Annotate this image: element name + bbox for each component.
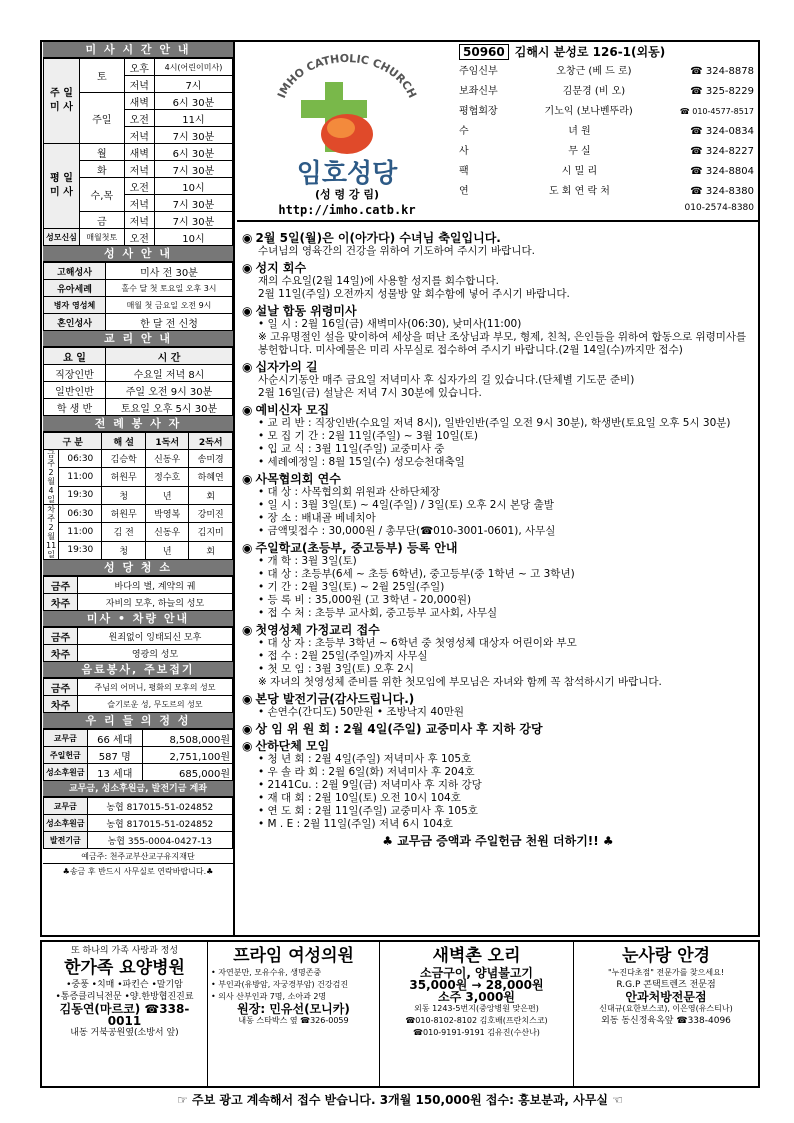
sacrament-time: 한 달 전 신청 — [106, 314, 233, 331]
bullet-icon: ◉ — [242, 304, 253, 318]
cleaning-title: 성 당 청 소 — [43, 560, 233, 576]
notice-line: • 접 수 : 2월 25일(주일)까지 사무실 — [258, 650, 428, 662]
mass-time: 7시 — [154, 76, 232, 93]
sacrament-name: 병자 영성체 — [44, 297, 106, 314]
account-holder: 예금주: 천주교부산교구유지재단 — [43, 849, 233, 864]
week-label: 차주 — [44, 696, 78, 713]
notice-line: • 첫 모 임 : 3월 3일(토) 오후 2시 — [258, 663, 414, 675]
sacrament-table — [43, 262, 233, 331]
finance-amount: 8,508,000원 — [142, 730, 232, 747]
finance-title: 우 리 들 의 정 성 — [43, 713, 233, 729]
ad-line: •통증클리닉전문 •양.한방협진진료 — [55, 992, 194, 1002]
notice-item — [242, 262, 754, 301]
mass-time: 4시(어린이미사) — [154, 59, 232, 76]
notice-line: • 기 간 : 2월 3일(토) ~ 2월 25일(주일) — [258, 581, 445, 593]
weekday-mass-label: 평 일 미 사 — [44, 144, 80, 229]
extra-phone: 010-2574-8380 — [684, 203, 754, 213]
contact-role: 연 — [459, 186, 469, 197]
mass-time-type: 오전 — [124, 229, 154, 246]
weekday: 수,목 — [79, 178, 124, 212]
education-title: 교 리 안 내 — [43, 331, 233, 347]
notice-line: 2월 16일(금) 설날은 저녁 7시 30분에 있습니다. — [258, 387, 482, 399]
bullet-icon: ◉ — [242, 261, 253, 275]
offering-slogan: ♣ 교무금 증액과 주일헌금 천원 더하기!! ♣ — [382, 834, 614, 848]
notice-item — [242, 305, 754, 357]
notice-line: • 재 대 회 : 2월 10일(토) 오전 10시 104호 — [258, 792, 461, 804]
education-table — [43, 347, 233, 416]
week-label: 차주 — [44, 645, 78, 662]
account-type: 발전기금 — [44, 832, 88, 849]
ad-line: 안과처방전문점 — [625, 990, 707, 1004]
ad-line: 외동 동신정육옥앞 ☎338-4096 — [601, 1016, 731, 1026]
altar-time: 19:30 — [59, 486, 102, 504]
notice-item — [242, 473, 754, 538]
ad-line: • 자연분만, 모유수유, 생명존중 — [211, 968, 322, 977]
mass-schedule-title: 미 사 시 간 안 내 — [43, 42, 233, 58]
mass-time: 7시 30분 — [154, 161, 232, 178]
altar-person: 김지미 — [189, 523, 233, 541]
notice-line: • 모 집 기 간 : 2월 11일(주일) ~ 3월 10일(토) — [258, 430, 478, 442]
notice-line: • 연 도 회 : 2월 11일(주일) 교중미사 후 105호 — [258, 805, 478, 817]
notice-line: • 세례예정일 : 8월 15일(수) 성모승천대축일 — [258, 456, 465, 468]
ad-line: 소금구이, 양념불고기 — [419, 966, 534, 980]
contact-role: 평협회장 — [459, 106, 498, 117]
church-url: http://imho.catb.kr — [278, 203, 416, 217]
edu-head-time: 시 간 — [106, 348, 233, 365]
notice-line: 사순시기동안 매주 금요일 저녁미사 후 십자가의 길 있습니다.(단체별 기도문 준비) — [258, 374, 635, 386]
week-label: 금주 — [44, 628, 78, 645]
finance-count: 66 세대 — [87, 730, 142, 747]
mass-schedule-table — [43, 58, 233, 246]
ad-hanfamily-hospital — [42, 942, 208, 1086]
bullet-icon: ◉ — [242, 541, 253, 555]
notice-line: • 장 소 : 배내골 베네치아 — [258, 512, 376, 524]
account-type: 성소후원금 — [44, 815, 88, 832]
contact-name: 오창근 (베 드 로) — [556, 66, 632, 77]
ads-strip — [40, 940, 760, 1088]
altar-person: 청 — [102, 486, 146, 504]
notice-title: 십자가의 길 — [255, 360, 318, 374]
sun-label: 주일 — [79, 93, 124, 144]
ad-title: 새벽촌 오리 — [432, 946, 521, 966]
ad-line: 소주 3,000원 — [438, 990, 515, 1004]
notice-title: 사목협의회 연수 — [255, 472, 341, 486]
notice-item — [242, 723, 754, 736]
weekday: 화 — [79, 161, 124, 178]
altar-person: 정수호 — [145, 468, 189, 486]
ad-duck-restaurant — [380, 942, 574, 1086]
account-table — [43, 797, 233, 849]
contact-row — [459, 122, 758, 142]
edu-class: 일반인반 — [44, 382, 106, 399]
church-logo — [237, 42, 455, 222]
mass-time: 7시 30분 — [154, 195, 232, 212]
edu-time: 수요일 저녁 8시 — [106, 365, 233, 382]
contact-role: 사 — [459, 146, 469, 157]
weekday: 월 — [79, 144, 124, 161]
notice-line: • 손연수(간디도) 50만원 • 조방낙지 40만원 — [258, 706, 464, 718]
driving-title: 미사 • 차량 안내 — [43, 611, 233, 627]
contact-name: 기노익 (보나벤뚜라) — [544, 106, 633, 117]
notice-line: • 대 상 : 사목협의회 위원과 산하단체장 — [258, 486, 440, 498]
sacrament-title: 성 사 안 내 — [43, 246, 233, 262]
account-number: 농협 355-0004-0427-13 — [87, 832, 232, 849]
account-note: ♣송금 후 반드시 사무실로 연락바랍니다.♣ — [62, 867, 214, 876]
sanctified-day: 매월첫토 — [79, 229, 124, 246]
account-type: 교무금 — [44, 798, 88, 815]
ad-line: 내동 거북공원옆(소방서 앞) — [70, 1028, 179, 1038]
notice-title: 2월 5일(월)은 이(아가다) 수녀님 축일입니다. — [255, 231, 501, 245]
notice-line: • 접 수 처 : 초등부 교사회, 중고등부 교사회, 사무실 — [258, 607, 498, 619]
finance-count: 13 세대 — [87, 764, 142, 781]
notice-item — [242, 624, 754, 689]
mass-time-type: 오전 — [124, 178, 154, 195]
mass-time-type: 오후 — [124, 59, 154, 76]
contact-row — [459, 102, 758, 122]
drink-service-table — [43, 678, 233, 713]
altar-servers-title: 전 례 봉 사 자 — [43, 416, 233, 432]
contact-phone: ☎ 324-0834 — [690, 126, 754, 137]
contact-name: 무 실 — [568, 146, 591, 157]
mass-time-type: 저녁 — [124, 195, 154, 212]
ad-eye-glasses — [574, 942, 758, 1086]
finance-amount: 685,000원 — [142, 764, 232, 781]
mass-time: 6시 30분 — [154, 144, 232, 161]
edu-class: 직장인반 — [44, 365, 106, 382]
notice-item — [242, 542, 754, 620]
contact-role: 팩 — [459, 166, 469, 177]
finance-item: 주일헌금 — [44, 747, 88, 764]
contact-name: 녀 원 — [568, 126, 591, 137]
notice-line: 수녀님의 영육간의 건강을 위하여 기도하여 주시기 바랍니다. — [258, 245, 535, 257]
contact-row — [459, 162, 758, 182]
notice-item — [242, 404, 754, 469]
notice-title: 상 임 위 원 회 : 2월 4일(주일) 교중미사 후 지하 강당 — [255, 722, 543, 736]
logo-name: 임호성당 — [296, 159, 398, 189]
week-label: 금주 — [44, 679, 78, 696]
contact-list — [459, 42, 758, 214]
contact-role: 주임신부 — [459, 66, 498, 77]
contact-row — [459, 82, 758, 102]
notice-line: • 청 년 회 : 2월 4일(주일) 저녁미사 후 105호 — [258, 753, 472, 765]
altar-person: 강미진 — [189, 505, 233, 523]
notice-title: 성지 회수 — [255, 261, 307, 275]
contact-phone: ☎ 010-4577-8517 — [679, 107, 754, 116]
weekday: 금 — [79, 212, 124, 229]
finance-amount: 2,751,100원 — [142, 747, 232, 764]
altar-person: 신동우 — [145, 523, 189, 541]
notice-line: • 개 학 : 3월 3일(토) — [258, 555, 357, 567]
bullet-icon: ◉ — [242, 472, 253, 486]
altar-person: 년 — [145, 486, 189, 504]
contact-phone: ☎ 324-8804 — [690, 166, 754, 177]
mass-time: 11시 — [154, 110, 232, 127]
extra-phone-row — [459, 202, 758, 214]
contact-phone: ☎ 324-8380 — [690, 186, 754, 197]
ad-line: 원장: 민유선(모니카) — [237, 1002, 350, 1016]
notice-line: • 2141Cu. : 2월 9일(금) 저녁미사 후 지하 강당 — [258, 779, 482, 791]
postal-code: 50960 — [459, 44, 509, 60]
contact-row — [459, 142, 758, 162]
mass-time-type: 저녁 — [124, 161, 154, 178]
mass-time: 10시 — [154, 229, 232, 246]
contact-role: 수 — [459, 126, 469, 137]
sat-label: 토 — [79, 59, 124, 93]
bullet-icon: ◉ — [242, 360, 253, 374]
mass-time: 10시 — [154, 178, 232, 195]
ad-line: 외동 1243-5번지(중앙병원 맞은편) — [414, 1004, 539, 1013]
notice-line: 재의 수요일(2월 14일)에 사용할 성지를 회수합니다. — [258, 275, 499, 287]
contact-phone: ☎ 324-8227 — [690, 146, 754, 157]
cleaning-table — [43, 576, 233, 611]
altar-person: 신동우 — [145, 450, 189, 468]
altar-head: 2독서 — [189, 433, 233, 450]
notice-line: • M . E : 2월 11일(주일) 저녁 6시 104호 — [258, 818, 453, 830]
sacrament-name: 유아세례 — [44, 280, 106, 297]
ad-prime-clinic — [208, 942, 380, 1086]
altar-group-label: 금주 2월4일 — [44, 450, 59, 505]
altar-person: 회 — [189, 541, 233, 559]
bullet-icon: ◉ — [242, 623, 253, 637]
ad-tagline: 또 하나의 가족 사랑과 정성 — [70, 946, 179, 956]
ad-line: ☎010-9191-9191 김유진(수산나) — [413, 1028, 540, 1037]
ad-line: 김동연(마르코) ☎338-0011 — [59, 1002, 190, 1028]
altar-person: 허원무 — [102, 505, 146, 523]
left-column — [43, 42, 235, 935]
header — [237, 42, 758, 222]
ad-line: 내동 스타박스 옆 ☎326-0059 — [238, 1016, 349, 1025]
mass-time: 7시 30분 — [154, 127, 232, 144]
svg-text:IMHO CATHOLIC CHURCH — [275, 52, 419, 100]
altar-head: 1독서 — [145, 433, 189, 450]
sacrament-time: 매월 첫 금요일 오전 9시 — [106, 297, 233, 314]
contact-row — [459, 62, 758, 82]
ad-line: "누진다초점" 전문가를 찾으세요! — [607, 968, 725, 977]
account-number: 농협 817015-51-024852 — [87, 798, 232, 815]
altar-person: 송미경 — [189, 450, 233, 468]
ad-line: •중풍 •치매 •파킨슨 •말기암 — [66, 980, 183, 990]
altar-time: 11:00 — [59, 468, 102, 486]
notice-line: ※ 고유명절인 설을 맞이하여 세상을 떠난 조상님과 부모, 형제, 친척, 은인들을 위하여 합동으로 위령미사를 봉헌합니다. 미사예물은 미리 사무실로 접수하여 주시기 바랍니다.(2월 14일(수)까지만 접수) — [258, 331, 747, 356]
altar-time: 19:30 — [59, 541, 102, 559]
ad-recruit-footer: ☞ 주보 광고 계속해서 접수 받습니다. 3개월 150,000원 접수: 홍보분과, 사무실 ☜ — [177, 1093, 623, 1107]
notice-item — [242, 361, 754, 400]
contact-phone: ☎ 324-8878 — [690, 66, 754, 77]
address-row — [459, 42, 758, 62]
notice-line: • 금액및접수 : 30,000원 / 총무단(☎010-3001-0601), 사무실 — [258, 525, 556, 537]
ad-title: 눈사랑 안경 — [621, 946, 711, 966]
ad-line: • 의사 산부인과 7명, 소아과 2명 — [211, 992, 327, 1001]
mass-time-type: 저녁 — [124, 212, 154, 229]
ad-line: • 부인과(유방암, 자궁경부암) 건강검진 — [211, 980, 349, 989]
notice-line: • 대 상 자 : 초등부 3학년 ~ 6학년 중 첫영성체 대상자 어린이와 부모 — [258, 637, 577, 649]
contact-name: 도 회 연 락 처 — [548, 186, 610, 197]
ad-title: 프라임 여성의원 — [233, 946, 354, 966]
notice-line: • 교 리 반 : 직장인반(수요일 저녁 8시), 일반인반(주일 오전 9시 30분), 학생반(토요일 오후 5시 30분) — [258, 417, 731, 429]
notice-title: 산하단체 모임 — [255, 739, 330, 753]
altar-person: 김 전 — [102, 523, 146, 541]
altar-person: 회 — [189, 486, 233, 504]
sacrament-name: 혼인성사 — [44, 314, 106, 331]
bullet-icon: ◉ — [242, 722, 253, 736]
team-name: 영광의 성모 — [78, 645, 233, 662]
notice-item — [242, 693, 754, 719]
account-title: 교무금, 성소후원금, 발전기금 계좌 — [43, 781, 233, 797]
notice-line: • 등 록 비 : 35,000원 (고 3학년 - 20,000원) — [258, 594, 472, 606]
notice-line: • 일 시 : 2월 16일(금) 새벽미사(06:30), 낮미사(11:00) — [258, 318, 522, 330]
altar-head: 구 분 — [44, 433, 102, 450]
contact-name: 김문경 (비 오) — [562, 86, 626, 97]
notice-title: 예비신자 모집 — [255, 403, 330, 417]
notice-line: ※ 자녀의 첫영성체 준비를 위한 첫모임에 부모님은 자녀와 함께 꼭 참석하시기 바랍니다. — [258, 676, 662, 688]
altar-person: 김승학 — [102, 450, 146, 468]
sacrament-time: 미사 전 30분 — [106, 263, 233, 280]
driving-table — [43, 627, 233, 662]
edu-head-day: 요 일 — [44, 348, 106, 365]
notice-title: 설날 합동 위령미사 — [255, 304, 357, 318]
contact-role: 보좌신부 — [459, 86, 498, 97]
team-name: 자비의 모후, 하늘의 성모 — [78, 594, 233, 611]
week-label: 차주 — [44, 594, 78, 611]
notice-line: • 일 시 : 3월 3일(토) ~ 4일(주일) / 3일(토) 오후 2시 본당 출발 — [258, 499, 554, 511]
edu-time: 토요일 오후 5시 30분 — [106, 399, 233, 416]
notice-line: • 대 상 : 초등부(6세 ~ 초등 6학년), 중고등부(중 1학년 ~ 고 3학년) — [258, 568, 575, 580]
notice-line: • 우 솔 라 회 : 2월 6일(화) 저녁미사 후 204호 — [258, 766, 475, 778]
finance-table — [43, 729, 233, 781]
bullet-icon: ◉ — [242, 231, 253, 245]
mass-time-type: 새벽 — [124, 144, 154, 161]
logo-sub: (성 령 강 림) — [314, 188, 380, 201]
ad-line: R.G.P 콘택트렌즈 전문점 — [616, 980, 716, 990]
ad-line: 35,000원 → 28,000원 — [409, 978, 544, 992]
notice-line: 2월 11일(주일) 오전까지 성물방 앞 회수함에 넣어 주시기 바랍니다. — [258, 288, 570, 300]
altar-head: 해 설 — [102, 433, 146, 450]
contact-name: 시 밀 리 — [561, 166, 598, 177]
ad-line: 신대규(요한보스코), 이은영(유스티나) — [599, 1004, 733, 1013]
team-name: 슬기로운 성, 무도르의 성모 — [78, 696, 233, 713]
address: 김해시 분성로 126-1(외동) — [514, 45, 666, 59]
bullet-icon: ◉ — [242, 692, 253, 706]
edu-class: 학 생 반 — [44, 399, 106, 416]
finance-item: 성소후원금 — [44, 764, 88, 781]
sunday-mass-label: 주 일 미 사 — [44, 59, 80, 144]
altar-time: 06:30 — [59, 450, 102, 468]
altar-group-label: 차주 2월11일 — [44, 505, 59, 560]
notices — [242, 232, 754, 848]
contact-row — [459, 182, 758, 202]
notice-line: • 입 교 식 : 3월 11일(주일) 교중미사 중 — [258, 443, 445, 455]
ad-line: ☎010-8102-8102 김호배(프란치스코) — [405, 1016, 548, 1025]
notice-item — [242, 740, 754, 831]
team-name: 바다의 별, 계약의 궤 — [78, 577, 233, 594]
bullet-icon: ◉ — [242, 403, 253, 417]
account-number: 농협 817015-51-024852 — [87, 815, 232, 832]
drink-service-title: 음료봉사, 주보접기 — [43, 662, 233, 678]
mass-time-type: 저녁 — [124, 76, 154, 93]
altar-person: 하혜연 — [189, 468, 233, 486]
altar-time: 06:30 — [59, 505, 102, 523]
week-label: 금주 — [44, 577, 78, 594]
mass-time: 7시 30분 — [154, 212, 232, 229]
altar-person: 청 — [102, 541, 146, 559]
logo-ring-text: IMHO CATHOLIC CHURCH — [274, 51, 419, 101]
notice-title: 본당 발전기금(감사드립니다.) — [255, 692, 415, 706]
altar-time: 11:00 — [59, 523, 102, 541]
mass-time-type: 새벽 — [124, 93, 154, 110]
altar-person: 박영복 — [145, 505, 189, 523]
altar-person: 허원무 — [102, 468, 146, 486]
sanctified-label: 성모신심 — [44, 229, 80, 246]
ad-title: 한가족 요양병원 — [64, 958, 185, 978]
sacrament-name: 고해성사 — [44, 263, 106, 280]
bullet-icon: ◉ — [242, 739, 253, 753]
mass-time: 6시 30분 — [154, 93, 232, 110]
altar-servers-table — [43, 432, 233, 560]
finance-count: 587 명 — [87, 747, 142, 764]
team-name: 주님의 어머니, 평화의 모후의 성모 — [78, 679, 233, 696]
notice-item — [242, 232, 754, 258]
sacrament-time: 홀수 달 첫 토요일 오후 3시 — [106, 280, 233, 297]
altar-person: 년 — [145, 541, 189, 559]
mass-time-type: 오전 — [124, 110, 154, 127]
finance-item: 교무금 — [44, 730, 88, 747]
team-name: 원죄없이 잉태되신 모후 — [78, 628, 233, 645]
notice-title: 주일학교(초등부, 중고등부) 등록 안내 — [255, 541, 458, 555]
edu-time: 주일 오전 9시 30분 — [106, 382, 233, 399]
mass-time-type: 저녁 — [124, 127, 154, 144]
contact-phone: ☎ 325-8229 — [690, 86, 754, 97]
notice-title: 첫영성체 가정교리 접수 — [255, 623, 380, 637]
